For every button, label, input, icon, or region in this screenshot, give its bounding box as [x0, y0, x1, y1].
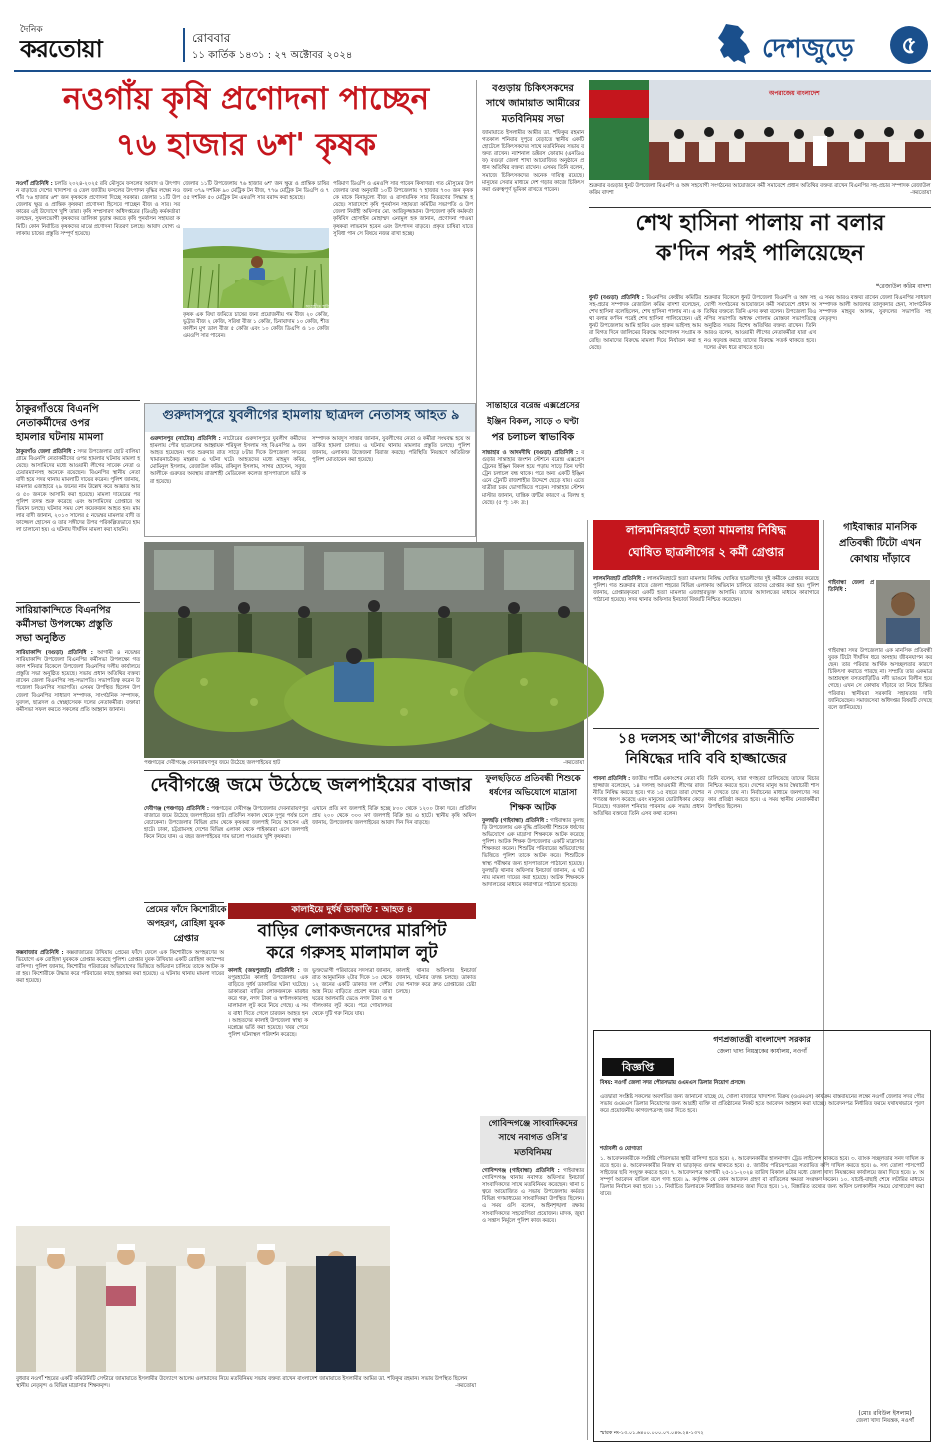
- madrasa-headline-1: ফুলছড়িতে প্রতিবন্ধী শিশুকে: [485, 774, 581, 784]
- ban-headline-1: ১৪ দলসহ আ'লীগের রাজনীতি: [618, 731, 794, 747]
- lead-body-text-4: কৃষক এক বিঘা জমিতে চাষের জন্য প্রয়োজনীয় গম বীজ ২০ কেজি, ভুট্টার বীজ ২ কেজি, সরিষা বীজ ১ কেজি, চিনাবাদাম ১০ কেজি, শীতকালীন মুগ ডাল বীজ ৫ কেজি এবং ১০ কেজি ডিএপি ও ১০ কেজি এমওপি সার পাবেন।: [183, 312, 329, 340]
- section-title: দেশজুড়ে: [762, 34, 854, 64]
- kidnap-byline: কক্সবাজার প্রতিনিধি :: [16, 950, 64, 956]
- kalai-headline-1: বাড়ির লোকজনদের মারপিট: [257, 921, 447, 941]
- right-col-rule: [587, 520, 588, 1440]
- kidnap-rule: [144, 902, 224, 903]
- govt-sign-title: জেলা খাদ্য নিয়ন্ত্রক, নওগাঁ: [856, 1418, 914, 1424]
- madrasa-headline-2: ধর্ষণের অভিযোগে মাদ্রাসা: [489, 788, 577, 798]
- rally-banner-text: অপরাজেয় বাংলাদেশ: [769, 90, 820, 97]
- lead-body-text-2: জেলার ১১টি উপজেলায় ৭৬ হাজার ৬শ' জন ক্ষুদ্র ও প্রান্তিক চাষির জন্য ৩৭৯ দশমিক ৯০ মেট্রিক টন বীজ, ৭৭৬ মেট্রিক টন ডিএপি ও ৭৫৫ দশমিক ৫০ মেট্রিক টন এমওপি সার বরাদ্দ করা হয়েছে।: [183, 181, 329, 202]
- market-caption-credit: -করতোয়া: [563, 760, 584, 766]
- rally-caption-credit: -করতোয়া: [910, 190, 931, 196]
- kidnap-body: [16, 950, 224, 1020]
- ban-rule: [593, 728, 819, 729]
- bangladesh-map-icon: [716, 22, 754, 66]
- tito-body-text: গাইবান্ধা সদর উপজেলার এক মানসিক প্রতিবন্ধী যুবক টিটো দীর্ঘদিন ধরে অসহায় জীবনযাপন করছেন। তার পরিবার আর্থিক অসচ্ছলতার কারণে চিকিৎসা করাতে পারছে না। সম্প্রতি তার একমাত্র আশ্রয়স্থল বসতবাড়িটিও নদী ভাঙনে বিলীন হয়ে গেছে। এখন সে কোথায় দাঁড়াবে তা নিয়ে চিন্তিত পরিবার। স্থানীয়রা সরকারি সহায়তার দাবি জানিয়েছেন। সমাজসেবা অধিদপ্তর বিষয়টি দেখছে বলে জানিয়েছে।: [828, 648, 932, 711]
- madrasa-body: [482, 818, 584, 1108]
- lead-body-text-3: পরিমাণ ডিএপি ও এমওপি সার পাবেন কিষাণরা। গত মৌসুমের উপজেলার তথ্য অনুযায়ী ১০টি উপজেলায় ৭ হাজার ৭৩০ জন কৃষককে মাকে বিনামূল্যে বীজ ও রাসায়নিক সার বিতরণের সিদ্ধান্ত হয়েছে। সারাদেশে কৃষি পুনর্বাসন সহায়তা কমিটির সভাপতি ও উপজেলা নির্বাহী অফিসার মো. আরিফুজ্জামান।: [333, 181, 473, 216]
- govt-conditions-title-text: শর্তাবলী ও যোগ্যতা: [600, 1146, 642, 1152]
- lead-body-text-5: উপজেলা কৃষি কর্মকর্তা কৃষিবিদ হোসাইন মোহাম্মদ এনামুল হক জানান, প্রণোদনা পাওয়া কৃষকরা লাভবান হবেন এবং উৎপাদন বাড়বে। প্রকৃত চাষিরা যাতে সুবিধা পান সে বিষয়ে নজর রাখা হচ্ছে।: [333, 209, 473, 237]
- hasina-byline2-text: রেজাউল করিম বাদশা: [879, 283, 931, 290]
- govt-conditions-text: ১. আবেদনকারীকে সংশ্লিষ্ট পৌরসভার স্থায়ী বাসিন্দা হতে হবে। ২. আবেদনকারীর হালনাগাদ ট্রেড লাইসেন্স থাকতে হবে। ৩. ব্যাংক সচ্ছলতার সনদ দাখিল করতে হবে। ৪. আবেদনকারীর নিজস্ব বা ভাড়াকৃত গুদাম থাকতে হবে। ৫. জাতীয় পরিচয়পত্রের সত্যায়িত কপি দাখিল করতে হবে। ৬. সদ্য তোলা পাসপোর্ট সাইজের ছবি সংযুক্ত করতে হবে। ৭. আবেদনপত্র আগামী ২৫-১১-২০২৪ তারিখ বিকাল ৪টার মধ্যে জেলা খাদ্য নিয়ন্ত্রকের কার্যালয়ে জমা দিতে হবে। ৮. অসম্পূর্ণ আবেদন বাতিল বলে গণ্য হবে। ৯. কর্তৃপক্ষ যে কোন আবেদন গ্রহণ বা বাতিলের ক্ষমতা সংরক্ষণ করেন। ১০. যাচাই-বাছাই শেষে লটারির মাধ্যমে ডিলার নির্বাচন করা হবে। ১১. নির্বাচিত ডিলারকে নির্ধারিত জামানত জমা দিতে হবে। ১২. বিস্তারিত তথ্যের জন্য অফিস চলাকালীন সময়ে যোগাযোগ করা যাবে।: [600, 1156, 924, 1198]
- lalmonirhat-body: [593, 576, 819, 724]
- hasina-top-rule: [589, 207, 931, 208]
- kalai-body-2: [312, 968, 392, 1218]
- ban-body-text-2: তিনি বলেন, যারা গণহত্যা চালিয়েছে তাদের বিচার নিশ্চিত করতে হবে। দেশের মানুষ আর স্বৈরাচারী শাসন দেখতে চায় না। নির্বাচনের মাধ্যমে জনগণের সরকার প্রতিষ্ঠা করতে হবে। এ সময় স্থানীয় নেতাকর্মীরা উপস্থিত ছিলেন।: [708, 776, 819, 811]
- lead-byline: নওগাঁ প্রতিনিধি :: [16, 181, 53, 187]
- left-rule-1: [16, 400, 140, 401]
- thakurgaon-body: [16, 449, 140, 599]
- kalai-body-1: [228, 968, 309, 1038]
- bogura-meet-body: [482, 130, 584, 396]
- lalmonirhat-headline-2: ঘোষিত ছাত্রলীগের ২ কর্মী গ্রেপ্তার: [627, 545, 785, 559]
- meeting-photo-caption: [16, 1376, 476, 1432]
- bogura-meet-headline-3: মতবিনিময় সভা: [501, 114, 565, 125]
- sariakandi-body: [16, 650, 140, 898]
- masthead-logo: [20, 22, 170, 66]
- meeting-caption-credit: -করতোয়া: [455, 1383, 476, 1389]
- meeting-caption-text: বুধবার নওগাঁ শহরের একটি কমিউনিটি সেন্টারে জামায়াতে ইসলামীর উদ্যোগে আলেম ওলামাদের নিয়ে মতবিনিময় সভায় বক্তব্য রাখেন বাংলাদেশ জামায়াতে ইসলামীর আমির ডা. শফিকুর রহমান। সভায় উপস্থিত ছিলেন স্থানীয় নেতৃবৃন্দ ও বিভিন্ন মাদ্রাসার শিক্ষকবৃন্দ।: [16, 1376, 468, 1389]
- ban-body-text: জাতীয় পার্টির একাংশের নেতা ববি হাজ্জাজ বলেছেন, ১৪ দলসহ আওয়ামী লীগের রাজনীতি নিষিদ্ধ করতে হবে। গত ১৫ বছরে তারা দেশের গণতন্ত্র ধ্বংস করেছে এবং মানুষের ভোটাধিকার কেড়ে নিয়েছে। গতকাল শনিবার পাবনায় এক সভায় প্রধান অতিথির বক্তব্যে তিনি এসব কথা বলেন।: [593, 776, 704, 818]
- sariakandi-headline-2: কর্মীসভা উপলক্ষ্যে প্রস্তুতি: [16, 619, 113, 630]
- govindaganj-headline-2: সাথে নবাগত ওসি'র: [498, 1133, 568, 1143]
- market-caption-text: পঞ্চগড়ের দেবীগঞ্জে দেবনারায়ণপুর জমে উঠেছে জলপাইয়ের হাট: [144, 760, 281, 766]
- madrasa-headline-3: শিক্ষক আটক: [509, 803, 557, 813]
- masthead-rule: [14, 70, 931, 72]
- thakurgaon-headline-3: হামলার ঘটনায় মামলা: [16, 432, 104, 443]
- govt-line-1: গণপ্রজাতন্ত্রী বাংলাদেশ সরকার: [713, 1035, 811, 1044]
- tito-body: [828, 580, 874, 644]
- tito-headline-2: প্রতিবন্ধী টিটো এখন: [839, 538, 921, 549]
- lead-headline-1: নওগাঁয় কৃষি প্রণোদনা পাচ্ছেন: [62, 81, 430, 117]
- madrasa-body-text: গাইবান্ধার ফুলছড়ি উপজেলায় এক বুদ্ধি প্রতিবন্ধী শিশুকে ধর্ষণের অভিযোগে এক মাদ্রাসা শিক্ষককে আটক করেছে পুলিশ। আটক শিক্ষক উপজেলার একটি মাদ্রাসায় শিক্ষকতা করেন। শিশুটির পরিবারের অভিযোগের ভিত্তিতে পুলিশ তাকে আটক করে। শিশুটিকে স্বাস্থ্য পরীক্ষার জন্য হাসপাতালে পাঠানো হয়েছে।: [482, 818, 585, 867]
- train-headline-3: পর চলাচল স্বাভাবিক: [491, 432, 575, 443]
- rally-photo: [589, 80, 931, 180]
- lead-body-text: চলতি ২০২৪-২০২৫ রবি মৌসুমে ফসলের আবাদ ও উৎপাদন বাড়াতে দেশের খাদ্যশস্য ও তেল জাতীয় ফসলের উৎপাদন বৃদ্ধির লক্ষ্যে নওগাঁর ৭৬ হাজার ৬শ' জন কৃষককে প্রণোদনা দিচ্ছে সরকার। জেলার ১১টি উপজেলায় ক্ষুদ্র ও প্রান্তিক কৃষকরা প্রণোদনা হিসেবে পাচ্ছেন বীজ ও সার। সরকারের এই উদ্যোগে খুশি তারা। কৃষি সম্প্রসারণ অধিদপ্তরের (ডিএই) কর্মকর্তারা বলছেন, সুফলভোগী কৃষকদের তালিকা চূড়ান্ত করতে কৃষি পুনর্বাসন সহায়তা কমিটি। কোন নির্বাচিত কৃষকদের মাঝে প্রণোদনা বিতরণ চলছে। আবাদ যোগ্য এলাকায় চাষের প্রস্তুতি সম্পূর্ণ হয়েছে।: [16, 181, 181, 237]
- kalai-body-text-3: কালাই থানার অফিসার ইনচার্জ জানান, ঘটনার তদন্ত চলছে। ডাকাতদের শনাক্ত করে দ্রুত গ্রেপ্তারের চেষ্টা চলছে।: [396, 968, 476, 996]
- hasina-body-col3: [819, 295, 931, 511]
- sariakandi-body-1: আগামী ৪ নভেম্বর সারিয়াকান্দি উপজেলা বিএনপির কর্মীসভা উপলক্ষ্যে গতকাল শনিবার বিকেলে উপজেলা বিএনপির দলীয় কার্যালয়ে প্রস্তুতি সভা অনুষ্ঠিত হয়েছে। সভায় প্রধান অতিথির বক্তব্য রাখেন জেলা বিএনপির সহ-সভাপতি। সভাপতিত্ব করেন উপজেলা বিএনপির সভাপতি। এসময় উপস্থিত ছিলেন উপজেলা বিএনপির সাধারণ সম্পাদক, সাংগঠনিক সম্পাদক, যুবদল, ছাত্রদল ও স্বেচ্ছাসেবক দলের নেতাকর্মীরা। বক্তারা কর্মীসভা সফল করতে সকলের প্রতি আহ্বান জানান।: [16, 650, 141, 713]
- masthead-divider: [183, 28, 185, 62]
- tito-photo: [876, 580, 930, 644]
- govt-subject: [600, 1080, 924, 1094]
- govt-body: [600, 1094, 924, 1144]
- hasina-body-3: তিনি আরও বলেন, আওয়ামী লীগের নেতাকর্মীরা যারা এখনও ষড়যন্ত্র করছে তাদের বিরুদ্ধে সতর্ক থাকতে হবে। দলের ঐক্য ধরে রাখতে হবে।: [704, 323, 817, 351]
- farmer-photo: [183, 228, 329, 308]
- bogura-meet-body-1: জামায়াতে ইসলামীর আমীর ডা. শফিকুর রহমান গতকাল শনিবার দুপুরে বেড়াতে স্থানীয় একটি হোটেলে চিকিৎসকদের সাথে মতবিনিময় সভায় বক্তব্য রাখেন। ন্যাশনাল ডক্টরস ফোরাম (এনডিএফ) বগুড়া জেলা শাখা আয়োজিত অনুষ্ঠানে প্রধান অতিথির বক্তব্য রাখেন।: [482, 130, 584, 172]
- masthead-date: ১১ কার্তিক ১৪৩১ : ২৭ অক্টোবর ২০২৪: [192, 50, 353, 61]
- train-headline-1: সান্তাহারে বরেন্দ্র এক্সপ্রেসের: [486, 401, 580, 411]
- gurudaspur-byline: গুরুদাসপুর (নাটোর) প্রতিনিধি :: [150, 436, 221, 442]
- hasina-body-1: বিএনপির কেন্দ্রীয় কমিটির সহ-প্রচার সম্পাদক রেজাউল করিম বাদশা বলেছেন, শেখ হাসিনা বলেছিলেন, শেখ হাসিনা পালায় না। এ কথা বলার ক'দিন পরেই শেখ হাসিনা পালিয়েছেন। এই ধুনট উপজেলায় আমি হাবিব এবং হারুন ভাইসহ আমরা বিগত দিনে জালিমের বিরুদ্ধে আন্দোলন সংগ্রাম করেছি। আমাদের বিরুদ্ধে মামলা দিয়ে নির্যাতন করা হয়েছে।: [589, 295, 701, 351]
- hasina-headline-2: ক'দিন পরই পালিয়েছেন: [655, 241, 864, 266]
- govt-conditions-title: [600, 1146, 924, 1154]
- govt-body-text: এতদ্বারা সংশ্লিষ্ট সকলের অবগতির জন্য জানানো যাচ্ছে যে, খোলা বাজারে খাদ্যশস্য বিক্রয় (ওএমএস) কার্যক্রম বাস্তবায়নের লক্ষ্যে নওগাঁ জেলার সদর পৌরসভায় ওএমএস ডিলার নিয়োগের জন্য আগ্রহী ব্যক্তি বা প্রতিষ্ঠানের নিকট হতে আবেদন আহ্বান করা যাচ্ছে। আবেদনপত্র নির্ধারিত ফরমে যথাযথভাবে পূরণ করে প্রয়োজনীয় কাগজপত্রসহ জমা দিতে হবে।: [600, 1094, 924, 1115]
- page-number-badge: ৫: [890, 26, 928, 64]
- lead-body-col3: [333, 181, 473, 395]
- lalmonirhat-byline: লালমনিরহাট প্রতিনিধি :: [593, 576, 646, 582]
- debiganj-byline: দেবীগঞ্জ (পঞ্চগড়) প্রতিনিধি :: [144, 806, 210, 812]
- masthead-daily: দৈনিক: [20, 25, 43, 35]
- govindaganj-body: [482, 1168, 584, 1438]
- govt-title: বিজ্ঞপ্তি: [622, 1061, 654, 1074]
- gurudaspur-headline: গুরুদাসপুরে যুবলীগের হামলায় ছাত্রদল নেতাসহ আহত ৯: [162, 408, 460, 423]
- lead-headline-2: ৭৬ হাজার ৬শ' কৃষক: [115, 127, 377, 163]
- bogura-meet-headline-1: বগুড়ায় চিকিৎসকদের: [492, 83, 574, 94]
- lead-body-col1: [16, 181, 180, 395]
- sariakandi-headline-3: সভা অনুষ্ঠিত: [16, 633, 66, 644]
- kalai-body-text: জয়পুরহাটের কালাই উপজেলায় এক বাড়িতে দুর্ধর্ষ ডাকাতির ঘটনা ঘটেছে। ডাকাতরা বাড়ির লোকজনকে মারধর করে গরু, নগদ টাকা ও স্বর্ণালংকারসহ মালামাল লুট করে নিয়ে গেছে। এ সময় বাধা দিতে গেলে চারজন আহত হন। আহতদের কালাই উপজেলা স্বাস্থ্য কমপ্লেক্সে ভর্তি করা হয়েছে। খবর পেয়ে পুলিশ ঘটনাস্থল পরিদর্শন করেছে।: [228, 968, 309, 1038]
- gurudaspur-body-1: [150, 436, 306, 533]
- train-body: [482, 450, 584, 538]
- govt-conditions: [600, 1156, 924, 1396]
- farmer-photo-caption: সংগ্রহীত ছবি: [305, 305, 329, 310]
- lalmonirhat-headline-1: লালমনিরহাটে হত্যা মামলায় নিষিদ্ধ: [626, 523, 786, 537]
- kalai-headline-2: করে গরুসহ মালামাল লুট: [266, 943, 438, 963]
- lead-body-col2b: [183, 312, 329, 398]
- gurudaspur-body-text-2: সম্পাদক আবদুস সাত্তার জানান, যুবলীগের নেতা ও কর্মীরা সংঘবদ্ধ হয়ে অতর্কিত হামলা চালায়। এ ঘটনায় থানায় মামলার প্রস্তুতি চলছে। পুলিশ জানায়, এলাকায় উত্তেজনা বিরাজ করছে। পরিস্থিতি নিয়ন্ত্রণে অতিরিক্ত পুলিশ মোতায়েন করা হয়েছে।: [312, 436, 470, 464]
- rally-caption-text: শুক্রবার বগুড়ার ধুনট উপজেলা বিএনপি ও অঙ্গ সহযোগী সংগঠনের আয়োজনে কর্মী সমাবেশে প্রধান অতিথির বক্তব্য রাখেন বিএনপির সহ-প্রচার সম্পাদক রেজাউল করিম বাদশা: [589, 183, 931, 196]
- govt-sign-name: (মোঃ রবিউল ইসলাম): [858, 1410, 912, 1417]
- govindaganj-headline-3: মতবিনিময়: [514, 1148, 552, 1158]
- train-byline: সান্তাহার ও আদমদীঘি (বগুড়া) প্রতিনিধি :: [482, 450, 579, 456]
- kidnap-headline-3: গ্রেপ্তার: [173, 934, 199, 944]
- masthead-day: রোববার: [192, 31, 231, 45]
- govindaganj-headline-1: গোবিন্দগঞ্জে সাংবাদিকদের: [488, 1119, 578, 1129]
- ban-body-1: [593, 776, 704, 1028]
- masthead: [0, 0, 945, 72]
- market-photo-caption: [144, 760, 584, 767]
- gurudaspur-body-2: [312, 436, 470, 533]
- kalai-subheadline: কালাইয়ে দুর্ধর্ষ ডাকাতি : আহত ৪: [291, 905, 413, 915]
- left-rule-2: [16, 602, 140, 603]
- kalai-byline: কালাই (জয়পুরহাট) প্রতিনিধি :: [228, 968, 300, 974]
- hasina-headline-1: শেখ হাসিনা পালায় না বলার: [635, 211, 885, 236]
- thakurgaon-headline-2: নেতাকর্মীদের ওপর: [16, 418, 90, 429]
- ban-headline-2: নিষিদ্ধের দাবি ববি হাজ্জাজের: [625, 751, 787, 767]
- kidnap-body-text: কক্সবাজারের উখিয়ায় প্রেমের ফাঁদে ফেলে এক কিশোরীকে অপহরণের অভিযোগে এক রোহিঙ্গা যুবককে গ্রেপ্তার করেছে পুলিশ। গ্রেপ্তার যুবক উখিয়ার একটি রোহিঙ্গা ক্যাম্পের বাসিন্দা। পুলিশ জানায়, কিশোরীর পরিবারের অভিযোগের ভিত্তিতে অভিযান চালিয়ে তাকে আটক করা হয়। কিশোরীকে উদ্ধার করে পরিবারের কাছে হস্তান্তর করা হয়েছে। এ ঘটনায় থানায় মামলা দায়ের করা হয়েছে।: [16, 950, 225, 985]
- hasina-body-col2: [704, 295, 816, 511]
- govindaganj-byline: গোবিন্দগঞ্জ (গাইবান্ধা) প্রতিনিধি :: [482, 1168, 560, 1174]
- kidnap-headline-2: অপহরণ, রোহিঙ্গা যুবক: [147, 919, 225, 929]
- quote-icon: ❝: [875, 283, 880, 290]
- debiganj-body-1: [144, 806, 308, 898]
- train-body-text: বগুড়ার সান্তাহার জংশন স্টেশনে বরেন্দ্র এক্সপ্রেস ট্রেনের ইঞ্জিন বিকল হয়ে পড়ায় সাড়ে তিন ঘণ্টা ট্রেন চলাচল বন্ধ থাকে। পরে অন্য একটি ইঞ্জিন এনে ট্রেনটি রাজশাহীর উদ্দেশে ছেড়ে যায়। এতে যাত্রীরা চরম ভোগান্তিতে পড়েন। সান্তাহার স্টেশন মাস্টার জানান, যান্ত্রিক ত্রুটির কারণে এ বিলম্ব হয়েছে।: [482, 450, 585, 506]
- hasina-byline: ধুনট (বগুড়া) প্রতিনিধি :: [589, 295, 645, 301]
- gurudaspur-body-text: নাটোরের গুরুদাসপুরে যুবলীগ কর্মীদের হামলায় পৌর ছাত্রদলের আহ্বায়ক শরিফুল ইসলাম সহ বিএনপির ৯ জন আহত হয়েছেন। গত শুক্রবার রাত সাড়ে ৮টার দিকে উপজেলা সদরের খামারনাচকৈড় মহল্লায় এ ঘটনা ঘটে। আহতদের মধ্যে মাহমুদ কবির, মোমিনুল ইসলাম, রেজাউল করিম, রকিবুল ইসলাম, সাগর হোসেন, সবুজ আলীকে গুরুতর অবস্থায় রাজশাহী মেডিকেল কলেজ হাসপাতালে ভর্তি করা হয়েছে।: [150, 436, 306, 485]
- tito-byline: গাইবান্ধা জেলা প্রতিনিধি :: [828, 580, 874, 594]
- lead-body-col2: [183, 181, 329, 225]
- train-cont: (৫ পৃ: ১ক: দ্র:): [496, 499, 529, 506]
- tito-headline-3: কোথায় দাঁড়াবে: [849, 554, 911, 565]
- bogura-meet-headline-2: সাথে জামায়াত আমীরের: [486, 98, 580, 109]
- govt-line-2: জেলা খাদ্য নিয়ন্ত্রকের কার্যালয়, নওগাঁ: [717, 1048, 807, 1055]
- sariakandi-byline: সারিয়াকান্দি (বগুড়া) প্রতিনিধি :: [16, 650, 93, 656]
- madrasa-body-text-2: ফুলছড়ি থানার অফিসার ইনচার্জ জানান, এ ঘটনায় মামলা দায়ের করা হয়েছে। আটক শিক্ষককে আদালতের মাধ্যমে কারাগারে পাঠানো হয়েছে।: [482, 867, 584, 888]
- debiganj-body-text: পঞ্চগড়ের দেবীগঞ্জ উপজেলার দেবনারায়ণপুর বাজারে জমে উঠেছে জলপাইয়ের হাট। প্রতিদিন সকাল থেকে দুপুর পর্যন্ত চলে বেচাকেনা। উপজেলার বিভিন্ন গ্রাম থেকে কৃষকরা জলপাই নিয়ে আসেন এই হাটে। ঢাকা, চট্টগ্রামসহ দেশের বিভিন্ন এলাকা থেকে পাইকাররা এসে জলপাই কিনে নিয়ে যান। এ বছর জলপাইয়ের দাম ভালো পাওয়ায় খুশি কৃষকরা।: [144, 806, 309, 841]
- debiganj-body-text-2: এখানে প্রতি মণ জলপাই বিক্রি হচ্ছে ৮০০ থেকে ১২০০ টাকা দরে। প্রতিদিন প্রায় ২০০ থেকে ৩০০ মণ জলপাই বিক্রি হয় এ হাটে। স্থানীয় কৃষি অফিস জানায়, উপজেলায় জলপাইয়ের আবাদ দিন দিন বাড়ছে।: [312, 806, 476, 827]
- kalai-body-text-2: ভুক্তভোগী পরিবারের সদস্যরা জানান, রাত আনুমানিক ২টার দিকে ১০ থেকে ১২ জনের একটি ডাকাত দল দেশীয় অস্ত্র নিয়ে বাড়িতে প্রবেশ করে। তারা ঘরের আলমারি ভেঙে নগদ টাকা ও স্বর্ণালংকার লুট করে। পরে গোয়ালঘর থেকে দুটি গরু নিয়ে যায়।: [312, 968, 392, 1017]
- debiganj-body-2: [312, 806, 476, 898]
- meeting-photo: [16, 1226, 390, 1372]
- tito-headline-1: গাইবান্ধার মানসিক: [843, 522, 917, 533]
- sariakandi-headline-1: সারিয়াকান্দিতে বিএনপির: [16, 605, 111, 616]
- thakurgaon-headline-1: ঠাকুরগাঁওয়ে বিএনপি: [16, 404, 99, 415]
- madrasa-byline: ফুলছড়ি (গাইবান্ধা) প্রতিনিধি :: [482, 818, 549, 824]
- kidnap-headline-1: প্রেমের ফাঁদে কিশোরীকে: [145, 905, 227, 915]
- thakurgaon-body-1: সদর উপজেলার ছোট বালিয়া গ্রামে বিএনপি নেতাকর্মীদের ওপর হামলার ঘটনায় মামলা হয়েছে। আসামিদের মধ্যে আওয়ামী লীগের সাবেক নেতা ও চেয়ারম্যানসহ অনেকে রয়েছেন। বিএনপির স্থানীয় নেতা বাদী হয়ে সদর থানায় মামলাটি দায়ের করেন। পুলিশ জানায়, মামলার এজাহারে ২৯ জনের নাম উল্লেখ করে অজ্ঞাত আরও ৫০ জনকে আসামি করা হয়েছে। মামলা দায়েরের পর পুলিশ তদন্ত শুরু করেছে এবং আসামিদের গ্রেপ্তারে অভিযান চলছে। ঘটনার সময় বেশ কয়েকজন আহত হন।: [16, 449, 140, 512]
- hasina-body-4: এ সময় আরও বক্তব্য রাখেন জেলা বিএনপির সাধারণ সম্পাদক আলী আজগর তালুকদার হেনা, সাংগঠনিক সম্পাদক মাহবুব আলম, যুবদলের সভাপতি সহ নেতৃবৃন্দ।: [819, 295, 931, 323]
- thakurgaon-byline: ঠাকুরগাঁও জেলা প্রতিনিধি :: [16, 449, 76, 455]
- train-headline-2: ইঞ্জিন বিকল, সাড়ে ৩ ঘণ্টা: [487, 417, 579, 427]
- debiganj-headline: দেবীগঞ্জে জমে উঠেছে জলপাইয়ের বাজার: [150, 774, 472, 796]
- govt-subject-text: বিষয়: নওগাঁ জেলা সদর পৌরসভায় ওএমএস ডিলার নিয়োগ প্রসঙ্গে।: [600, 1080, 746, 1086]
- market-photo: [144, 542, 584, 758]
- hasina-body-col1: [589, 295, 701, 511]
- ban-body-2: [708, 776, 819, 1028]
- masthead-name: করতোয়া: [20, 35, 102, 63]
- hasina-byline2: [790, 283, 931, 290]
- hasina-body-2: শুক্রবার বিকেলে ধুনট উপজেলা বিএনপি ও অঙ্গ সহযোগী সংগঠনের আয়োজনে কর্মী সমাবেশে প্রধান অতিথির বক্তব্যে তিনি এসব কথা বলেন। উপজেলা বিএনপির সভাপতি অধ্যক্ষ গোলাম মোস্তফা সভাপতিত্বে অনুষ্ঠিত সভায় বিশেষ অতিথির বক্তব্য রাখেন।: [704, 295, 816, 330]
- kalai-body-3: [396, 968, 476, 1438]
- thakurgaon-body-2: মামলার বাদী জানান, ২০১৩ সালের ৫ নভেম্বর মামলার বাদী তফাজ্জেল হোসেন ও তার সঙ্গীদের উপর পরিকল্পিতভাবে হামলা চালানো হয়। এ ঘটনায় দীর্ঘদিন মামলা করা যায়নি।: [16, 505, 140, 534]
- lalmonirhat-body-text: লালমনিরহাটে হত্যা মামলায় নিষিদ্ধ ঘোষিত ছাত্রলীগের দুই কর্মীকে গ্রেপ্তার করেছে পুলিশ। গত শুক্রবার রাতে জেলা শহরের বিভিন্ন এলাকায় অভিযান চালিয়ে তাদের গ্রেপ্তার করা হয়। পুলিশ জানায়, গ্রেপ্তারকৃতরা একটি হত্যা মামলার এজাহারভুক্ত আসামি। তাদের আদালতের মাধ্যমে কারাগারে পাঠানো হয়েছে। সদর থানার অফিসার ইনচার্জ বিষয়টি নিশ্চিত করেছেন।: [593, 576, 819, 604]
- govt-memo: স্মারক নং-১৩.০১.৬৪০০.০০০.০৭.০৪৬.২৪-১৩৭২: [600, 1430, 704, 1436]
- bogura-meet-body-2: এসময় তিনি বলেন, সমাজে চিকিৎসকদের অনেক দায়িত্ব রয়েছে। মানুষের সেবার মাধ্যমে দেশ গড়ার কাজে চিকিৎসকরা গুরুত্বপূর্ণ ভূমিকা রাখতে পারেন।: [482, 165, 585, 193]
- debiganj-rule: [144, 770, 584, 771]
- rally-photo-caption: [589, 183, 931, 205]
- ban-byline: পাবনা প্রতিনিধি :: [593, 776, 631, 782]
- govindaganj-body-text: গাইবান্ধার গোবিন্দগঞ্জ থানায় নবাগত অফিসার ইনচার্জ সাংবাদিকদের সাথে মতবিনিময় করেছেন। থানা চত্বরে আয়োজিত এ সভায় উপজেলায় কর্মরত বিভিন্ন গণমাধ্যমের সাংবাদিকরা উপস্থিত ছিলেন। এ সময় ওসি বলেন, আইনশৃঙ্খলা রক্ষায় সাংবাদিকদের সহযোগিতা প্রয়োজন। মাদক, জুয়া ও সন্ত্রাস নির্মূলে পুলিশ কাজ করবে।: [482, 1168, 584, 1224]
